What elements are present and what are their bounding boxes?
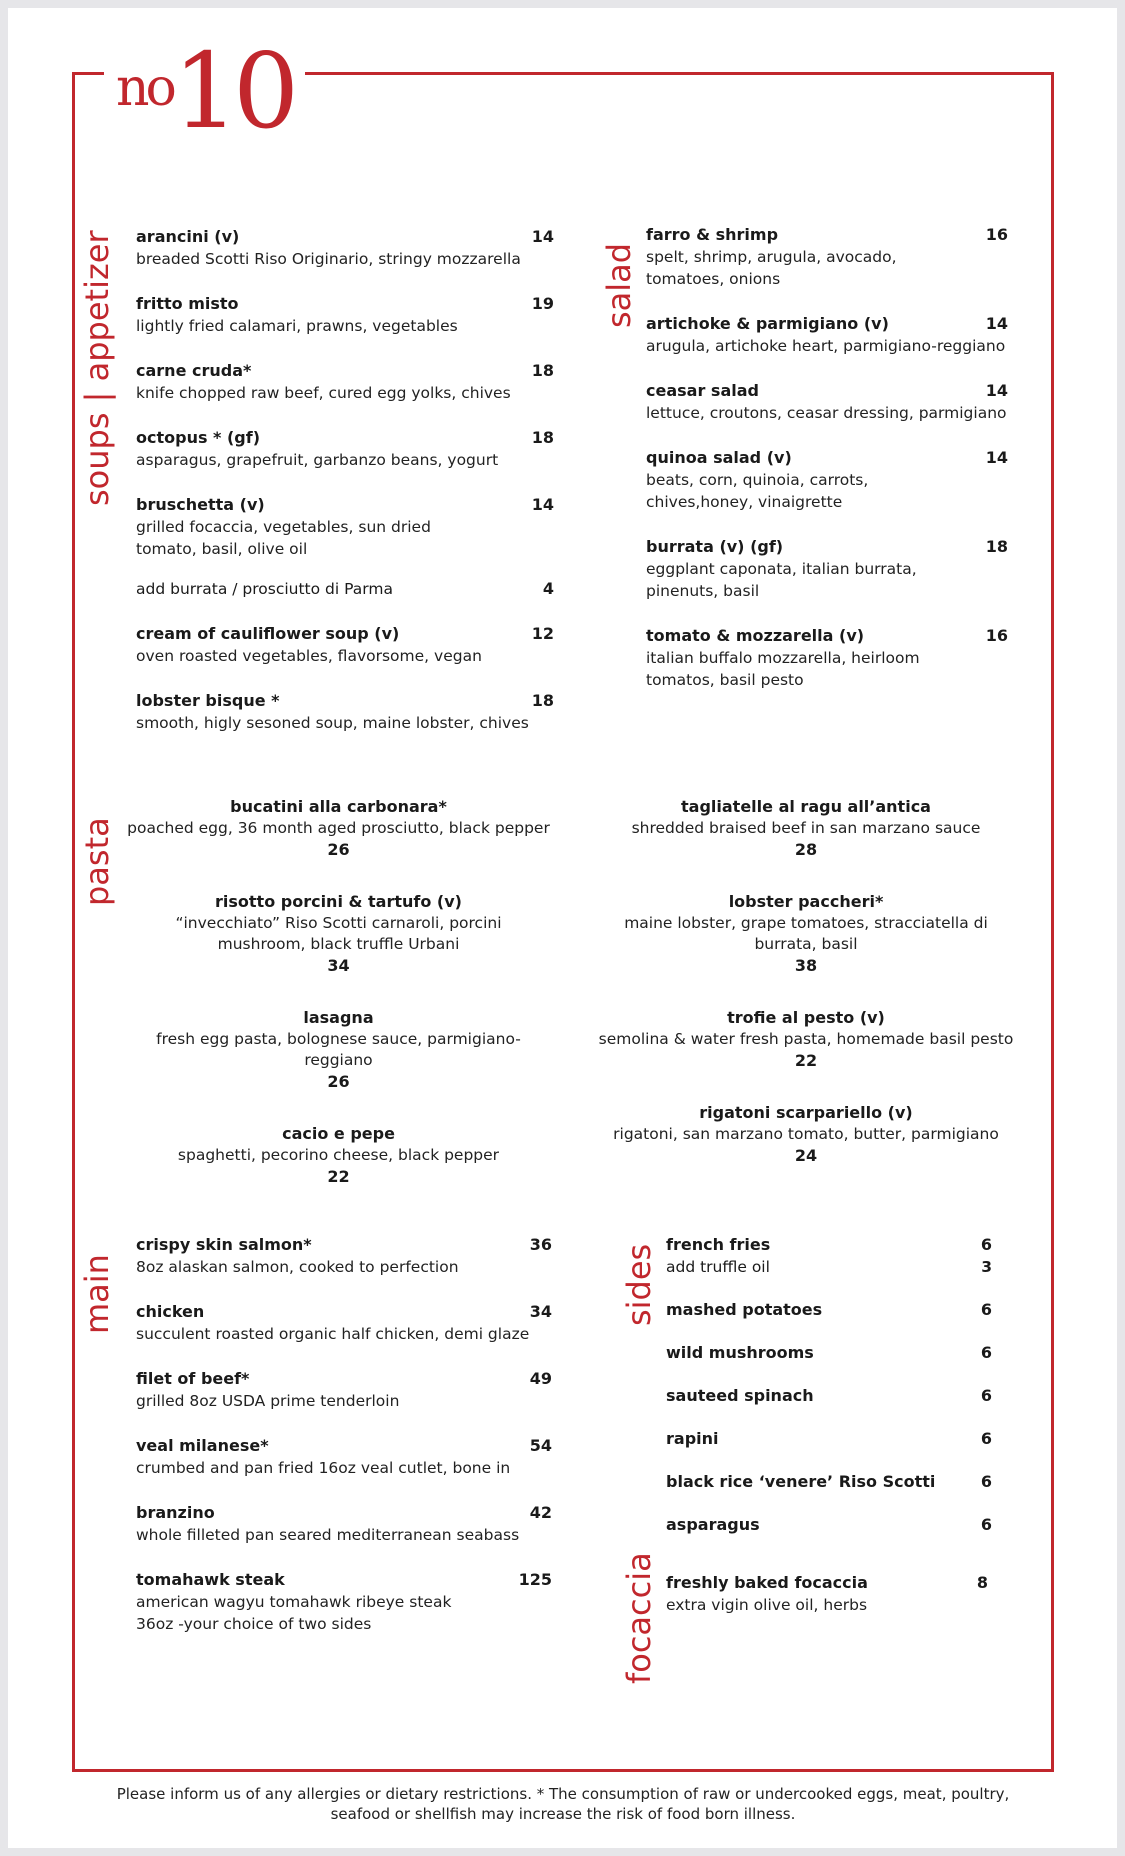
item-name: ceasar salad: [646, 381, 759, 400]
menu-item: [666, 1572, 988, 1616]
item-price: 6: [980, 1515, 992, 1534]
item-price: 125: [518, 1570, 552, 1589]
item-description: “invecchiato” Riso Scotti carnaroli, porcini mushroom, black truffle Urbani: [175, 914, 502, 953]
item-price: 26: [327, 1072, 350, 1091]
item-name: octopus * (gf): [136, 428, 261, 447]
item-name: branzino: [136, 1503, 215, 1522]
item-name: cacio e pepe: [282, 1124, 395, 1143]
menu-item: [666, 1385, 992, 1407]
item-name: sauteed spinach: [666, 1386, 814, 1405]
item-description: extra vigin olive oil, herbs: [666, 1596, 868, 1614]
section-label-main: main: [78, 1254, 116, 1334]
item-description: smooth, higly sesoned soup, maine lobster, chives: [136, 714, 529, 732]
item-description: grilled focaccia, vegetables, sun dried tomato, basil, olive oil: [136, 518, 431, 558]
item-description: crumbed and pan fried 16oz veal cutlet, bone in: [136, 1459, 511, 1477]
menu-item: [136, 427, 554, 471]
item-price: 18: [985, 537, 1008, 556]
item-description: whole filleted pan seared mediterranean seabass: [136, 1526, 520, 1544]
section-label-sides: sides: [620, 1243, 658, 1326]
menu-item: [646, 536, 1008, 602]
item-description: grilled 8oz USDA prime tenderloin: [136, 1392, 400, 1410]
item-description: asparagus, grapefruit, garbanzo beans, yogurt: [136, 451, 499, 469]
item-description: semolina & water fresh pasta, homemade basil pesto: [598, 1030, 1014, 1048]
menu-item: [136, 1368, 552, 1412]
item-price: 42: [529, 1503, 552, 1522]
item-name: carne cruda*: [136, 361, 252, 380]
item-price: 6: [980, 1300, 992, 1319]
menu-page: [8, 8, 1117, 1848]
item-description: maine lobster, grape tomatoes, stracciatella di burrata, basil: [624, 914, 988, 953]
item-description: shredded braised beef in san marzano sauce: [631, 819, 981, 837]
menu-item: [126, 891, 551, 977]
item-name: quinoa salad (v): [646, 448, 792, 467]
item-name: lasagna: [303, 1008, 374, 1027]
item-price: 14: [985, 381, 1008, 400]
item-description: eggplant caponata, italian burrata, pinenuts, basil: [646, 560, 917, 600]
menu-item: [666, 1428, 992, 1450]
item-price: 38: [794, 956, 818, 975]
item-price: 34: [327, 956, 350, 975]
item-description: knife chopped raw beef, cured egg yolks, chives: [136, 384, 511, 402]
item-price: 6: [980, 1386, 992, 1405]
item-description: lightly fried calamari, prawns, vegetables: [136, 317, 458, 335]
item-description: lettuce, croutons, ceasar dressing, parmigiano: [646, 404, 1007, 422]
logo-number: 10: [172, 30, 294, 152]
item-name: bruschetta (v): [136, 495, 265, 514]
menu-item: [136, 1234, 552, 1278]
menu-item: [136, 1502, 552, 1546]
item-price: 14: [531, 227, 554, 246]
item-name: rapini: [666, 1429, 719, 1448]
item-description: oven roasted vegetables, flavorsome, vegan: [136, 647, 482, 665]
item-price: 24: [794, 1146, 818, 1165]
menu-item: [136, 494, 554, 560]
item-name: tomahawk steak: [136, 1570, 285, 1589]
item-price: 6: [980, 1235, 992, 1254]
item-name: lobster paccheri*: [728, 892, 884, 911]
item-description: breaded Scotti Riso Originario, stringy mozzarella: [136, 250, 521, 268]
item-description: fresh egg pasta, bolognese sauce, parmigiano-reggiano: [156, 1030, 521, 1069]
addon-price: 4: [542, 579, 554, 598]
item-name: artichoke & parmigiano (v): [646, 314, 889, 333]
section-label-focaccia: focaccia: [620, 1552, 658, 1684]
item-name: fritto misto: [136, 294, 239, 313]
menu-item: [646, 447, 1008, 513]
item-price: 6: [980, 1343, 992, 1362]
menu-item: [666, 1234, 992, 1278]
item-name: risotto porcini & tartufo (v): [215, 892, 462, 911]
item-price: 14: [985, 314, 1008, 333]
item-name: crispy skin salmon*: [136, 1235, 312, 1254]
restaurant-logo: [104, 30, 305, 152]
menu-item: [646, 380, 1008, 424]
item-price: 6: [980, 1472, 992, 1491]
item-price: 22: [794, 1051, 818, 1070]
menu-item: [666, 1299, 992, 1321]
allergy-disclaimer: Please inform us of any allergies or dietary restrictions. * The consumption of raw or undercooked eggs, meat, poultry, seafood or shellfish may increase the risk of food born illness.: [116, 1785, 1010, 1823]
section-label-salad: salad: [600, 242, 638, 328]
item-name: lobster bisque *: [136, 691, 280, 710]
item-description: spelt, shrimp, arugula, avocado, tomatoes, onions: [646, 248, 897, 288]
menu-item: [126, 796, 551, 861]
item-price: 28: [794, 840, 818, 859]
item-price: 18: [531, 428, 554, 447]
item-name: filet of beef*: [136, 1369, 250, 1388]
menu-item: [136, 226, 554, 270]
item-price: 36: [529, 1235, 552, 1254]
sides-list: [666, 1234, 992, 1557]
pasta-right-column: [596, 796, 1016, 1197]
item-name: burrata (v) (gf): [646, 537, 784, 556]
item-price: 12: [531, 624, 554, 643]
item-name: mashed potatoes: [666, 1300, 823, 1319]
menu-item: [596, 891, 1016, 977]
item-description: italian buffalo mozzarella, heirloom tomatos, basil pesto: [646, 649, 920, 689]
menu-item: [136, 623, 554, 667]
addon-label: add burrata / prosciutto di Parma: [136, 580, 393, 598]
item-price: 49: [529, 1369, 552, 1388]
pasta-left-column: [126, 796, 551, 1218]
item-description: poached egg, 36 month aged prosciutto, black pepper: [127, 819, 550, 837]
menu-item: [596, 1102, 1016, 1167]
section-label-pasta: pasta: [78, 817, 116, 906]
menu-item: [666, 1514, 992, 1536]
item-name: chicken: [136, 1302, 205, 1321]
item-description: rigatoni, san marzano tomato, butter, parmigiano: [613, 1125, 999, 1143]
main-list: [136, 1234, 552, 1658]
menu-item: [666, 1342, 992, 1364]
item-price: 16: [985, 626, 1008, 645]
item-extra-price: 3: [981, 1258, 992, 1276]
salad-list: [646, 224, 1008, 714]
item-name: freshly baked focaccia: [666, 1573, 868, 1592]
item-description: succulent roasted organic half chicken, demi glaze: [136, 1325, 530, 1343]
appetizer-list: [136, 226, 554, 757]
item-price: 16: [985, 225, 1008, 244]
item-name: arancini (v): [136, 227, 240, 246]
menu-item: [136, 293, 554, 337]
menu-item: [126, 1007, 551, 1093]
item-description: american wagyu tomahawk ribeye steak 36oz -your choice of two sides: [136, 1593, 452, 1633]
item-description: beats, corn, quinoia, carrots, chives,honey, vinaigrette: [646, 471, 869, 511]
item-price: 6: [980, 1429, 992, 1448]
item-price: 22: [327, 1167, 350, 1186]
item-name: bucatini alla carbonara*: [230, 797, 447, 816]
menu-item: [646, 313, 1008, 357]
item-price: 18: [531, 361, 554, 380]
menu-item: [136, 360, 554, 404]
menu-item: [666, 1471, 992, 1493]
logo-prefix: no: [116, 58, 173, 118]
menu-item: [136, 1435, 552, 1479]
item-description: arugula, artichoke heart, parmigiano-reggiano: [646, 337, 1006, 355]
item-name: tomato & mozzarella (v): [646, 626, 865, 645]
item-name: rigatoni scarpariello (v): [699, 1103, 913, 1122]
menu-item: [136, 1301, 552, 1345]
item-extra: add truffle oil: [666, 1258, 770, 1276]
item-price: 19: [531, 294, 554, 313]
item-price: 18: [531, 691, 554, 710]
item-price: 14: [985, 448, 1008, 467]
item-name: trofie al pesto (v): [727, 1008, 885, 1027]
item-name: asparagus: [666, 1515, 760, 1534]
item-name: veal milanese*: [136, 1436, 269, 1455]
item-name: cream of cauliflower soup (v): [136, 624, 400, 643]
item-name: wild mushrooms: [666, 1343, 814, 1362]
menu-item: [596, 796, 1016, 861]
item-name: french fries: [666, 1235, 771, 1254]
item-name: black rice ‘venere’ Riso Scotti: [666, 1472, 936, 1491]
menu-item: [646, 625, 1008, 691]
menu-item: [596, 1007, 1016, 1072]
item-description: 8oz alaskan salmon, cooked to perfection: [136, 1258, 459, 1276]
menu-item: [136, 1569, 552, 1635]
item-price: 14: [531, 495, 554, 514]
section-label-soups-appetizer: soups | appetizer: [78, 230, 116, 506]
item-price: 34: [529, 1302, 552, 1321]
item-name: farro & shrimp: [646, 225, 779, 244]
menu-item: [646, 224, 1008, 290]
item-name: tagliatelle al ragu all’antica: [681, 797, 931, 816]
item-price: 54: [529, 1436, 552, 1455]
item-price: 26: [327, 840, 350, 859]
item-price: 8: [976, 1573, 988, 1592]
focaccia-list: [666, 1572, 988, 1639]
menu-item: [136, 690, 554, 734]
addon-row: [136, 578, 554, 600]
item-description: spaghetti, pecorino cheese, black pepper: [177, 1146, 500, 1164]
menu-item: [126, 1123, 551, 1188]
